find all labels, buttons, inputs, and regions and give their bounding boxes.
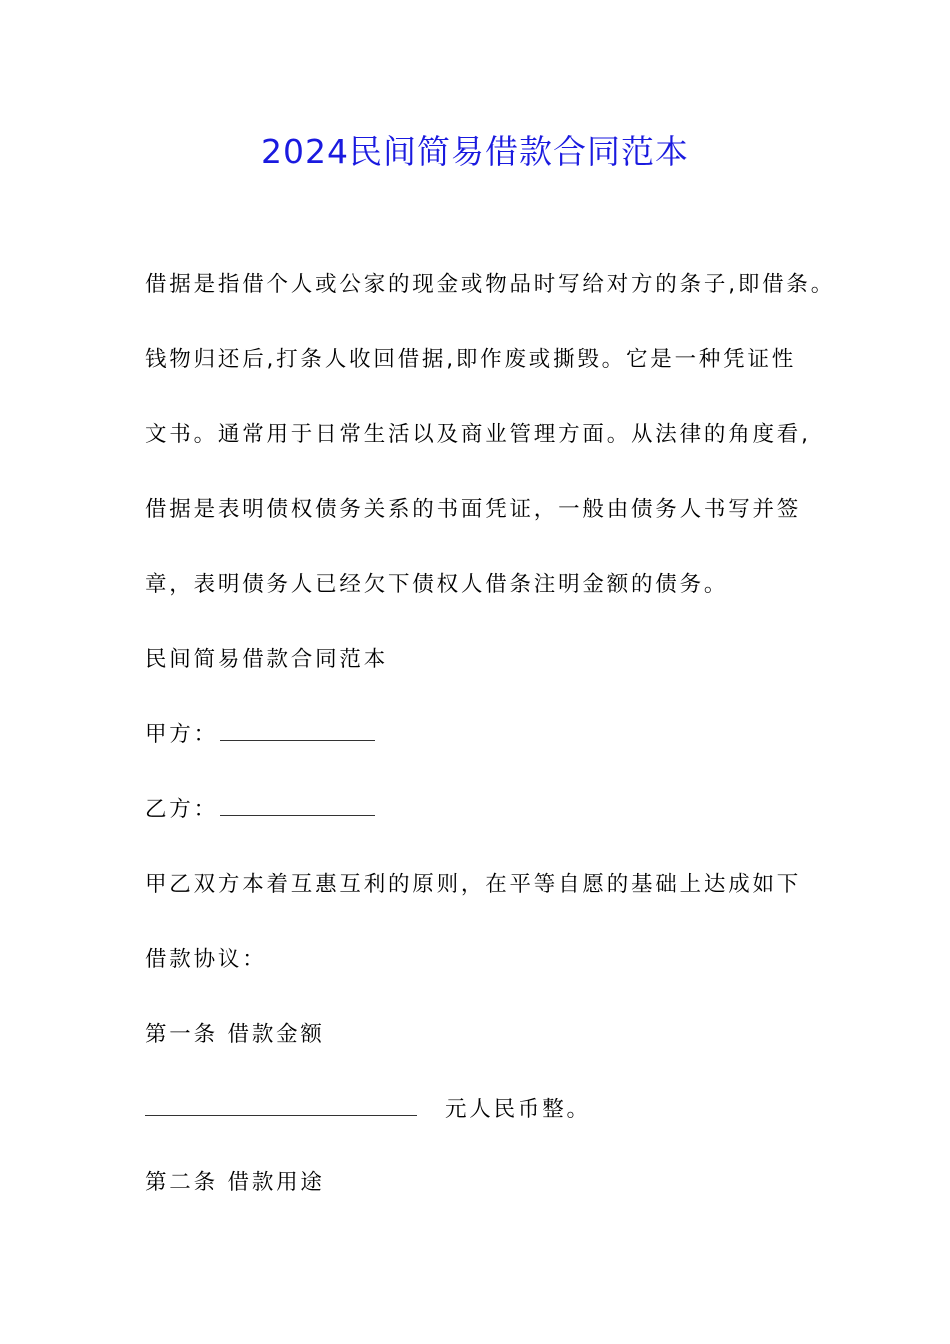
party-b-label: 乙方： (145, 797, 218, 822)
amount-suffix: 元人民币整。 (445, 1097, 591, 1122)
contract-heading: 民间简易借款合同范本 (145, 647, 389, 672)
agreement-line-2: 借款协议： (145, 947, 267, 972)
intro-line-5: 章，表明债务人已经欠下债权人借条注明金额的债务。 (145, 572, 729, 597)
party-a-blank (220, 720, 375, 741)
article-2-title: 第二条 借款用途 (145, 1170, 325, 1195)
party-a-label: 甲方： (145, 722, 218, 747)
article-1-title: 第一条 借款金额 (145, 1022, 325, 1047)
intro-line-4: 借据是表明债权债务关系的书面凭证，一般由债务人书写并签 (145, 497, 802, 522)
party-b-blank (220, 795, 375, 816)
agreement-line-1: 甲乙双方本着互惠互利的原则，在平等自愿的基础上达成如下 (145, 872, 802, 897)
intro-line-1: 借据是指借个人或公家的现金或物品时写给对方的条子,即借条。 (145, 272, 836, 297)
document-title: 2024民间简易借款合同范本 (261, 132, 689, 171)
article-1-amount-row (145, 1095, 591, 1125)
amount-blank (145, 1095, 417, 1116)
party-a-row (145, 720, 375, 750)
party-b-row (145, 795, 375, 825)
intro-line-2: 钱物归还后,打条人收回借据,即作废或撕毁。它是一种凭证性 (145, 347, 797, 372)
intro-line-3: 文书。通常用于日常生活以及商业管理方面。从法律的角度看, (145, 422, 811, 447)
